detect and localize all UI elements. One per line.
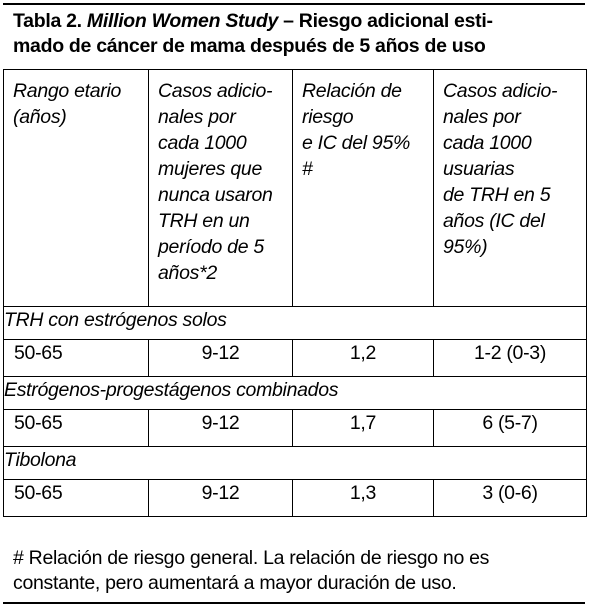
cell-age-range: 50-65 xyxy=(4,480,149,517)
bottom-rule xyxy=(3,602,585,604)
header-age-range xyxy=(4,70,149,307)
header-risk-ratio xyxy=(293,70,434,307)
header-cases-hrt-users xyxy=(434,70,587,307)
section-row xyxy=(4,447,587,480)
section-row xyxy=(4,377,587,410)
cell-age-range: 50-65 xyxy=(4,340,149,377)
cell-risk-ratio: 1,3 xyxy=(293,480,434,517)
header-line: nales por xyxy=(443,106,521,128)
cell-cases-never-users: 9-12 xyxy=(149,480,293,517)
cell-cases-hrt-users: 3 (0-6) xyxy=(434,480,587,517)
cell-risk-ratio: 1,2 xyxy=(293,340,434,377)
header-line: TRH en un xyxy=(158,210,250,232)
header-line: 95%) xyxy=(443,236,488,258)
table-row xyxy=(4,480,587,517)
cell-risk-ratio: 1,7 xyxy=(293,410,434,447)
cell-age-range: 50-65 xyxy=(4,410,149,447)
header-line: cada 1000 xyxy=(443,132,532,154)
top-rule xyxy=(3,3,585,5)
header-line: período de 5 xyxy=(158,236,264,258)
header-line: (años) xyxy=(13,106,67,128)
header-line: años (IC del xyxy=(443,210,545,232)
table-row xyxy=(4,410,587,447)
table-row xyxy=(4,340,587,377)
header-line: cada 1000 xyxy=(158,132,247,154)
cell-cases-never-users: 9-12 xyxy=(149,340,293,377)
header-line: años*2 xyxy=(158,262,217,284)
cell-cases-hrt-users: 6 (5-7) xyxy=(434,410,587,447)
header-line: Casos adicio- xyxy=(443,80,558,102)
header-line: nales por xyxy=(158,106,236,128)
table-title xyxy=(13,9,583,59)
header-row xyxy=(4,70,587,307)
header-line: mujeres que xyxy=(158,158,263,180)
title-rest: – Riesgo adicional esti- xyxy=(278,10,493,32)
section-label: TRH con estrógenos solos xyxy=(4,307,587,340)
header-line: nunca usaron xyxy=(158,184,273,206)
footnote-line-2: constante, pero aumentará a mayor duración de uso. xyxy=(13,572,457,594)
cell-cases-hrt-users: 1-2 (0-3) xyxy=(434,340,587,377)
header-line: de TRH en 5 xyxy=(443,184,551,206)
header-line: e IC del 95% # xyxy=(302,132,411,180)
header-line: riesgo xyxy=(302,106,354,128)
header-line: usuarias xyxy=(443,158,515,180)
header-line: Casos adicio- xyxy=(158,80,273,102)
risk-table xyxy=(3,69,587,517)
header-cases-never-users xyxy=(149,70,293,307)
title-prefix: Tabla 2. xyxy=(13,10,87,32)
header-line: Rango etario xyxy=(13,80,122,102)
header-line: Relación de xyxy=(302,80,402,102)
section-label: Estrógenos-progestágenos combinados xyxy=(4,377,587,410)
section-label: Tibolona xyxy=(4,447,587,480)
footnote xyxy=(13,546,583,596)
cell-cases-never-users: 9-12 xyxy=(149,410,293,447)
title-study-name: Million Women Study xyxy=(86,10,278,32)
title-line-1 xyxy=(13,9,583,34)
footnote-line-1: # Relación de riesgo general. La relación de riesgo no es xyxy=(13,547,490,569)
section-row xyxy=(4,307,587,340)
title-line-2: mado de cáncer de mama después de 5 años de uso xyxy=(13,35,486,57)
